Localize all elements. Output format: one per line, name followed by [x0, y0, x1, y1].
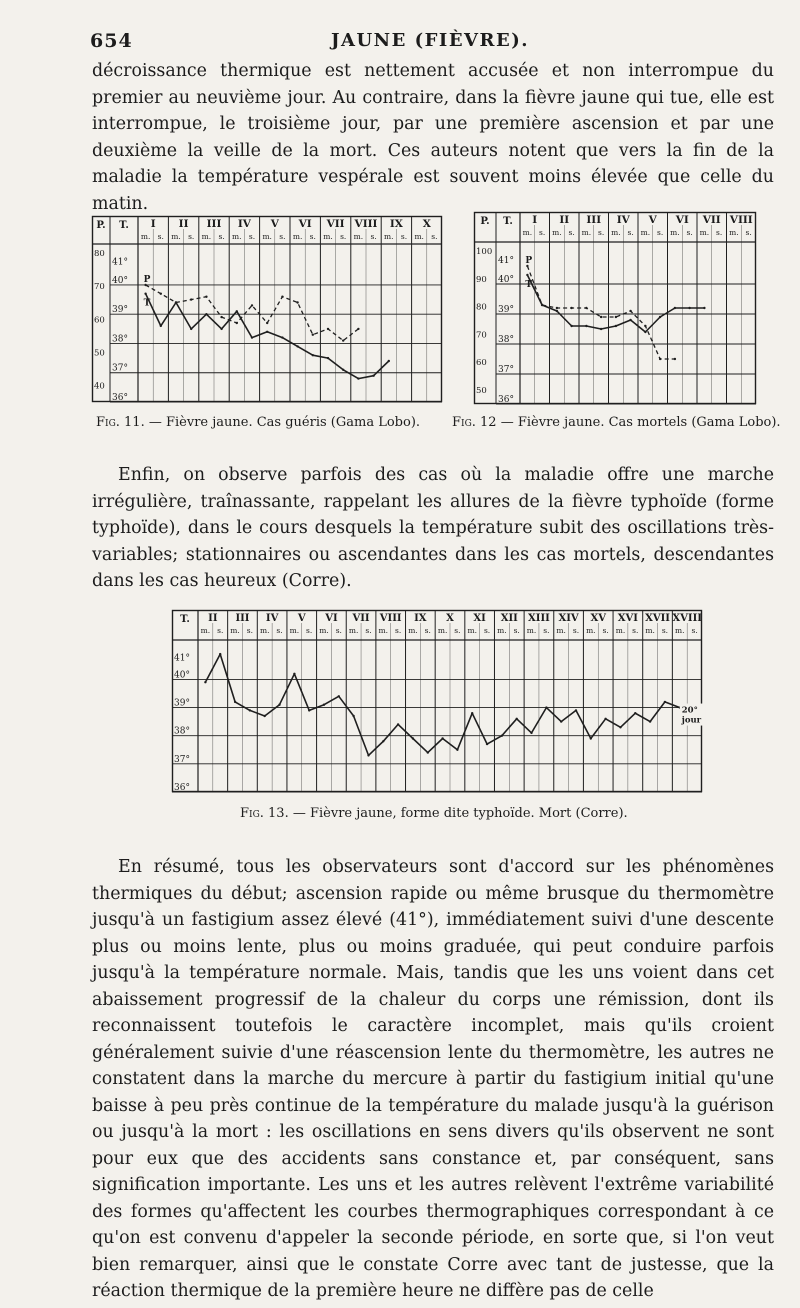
data-point-t	[427, 751, 429, 753]
data-point-p	[615, 316, 617, 318]
data-point-p	[629, 310, 631, 312]
period-label-evening: s.	[513, 626, 520, 635]
period-label-morning: m.	[526, 626, 537, 635]
period-label-morning: m.	[353, 232, 364, 241]
day-label: XII	[500, 613, 518, 624]
series-line-p	[143, 285, 359, 341]
data-point-t	[397, 723, 399, 725]
running-title: JAUNE (FIÈVRE).	[331, 30, 529, 51]
data-point-t	[264, 715, 266, 717]
period-label-morning: m.	[729, 228, 739, 237]
temp-tick-label: 37°	[112, 363, 128, 374]
data-point-t	[615, 325, 617, 327]
period-label-morning: m.	[232, 232, 242, 241]
pulse-tick-label: 70	[94, 282, 105, 293]
temp-header: T.	[503, 216, 513, 227]
period-label-morning: m.	[348, 626, 359, 635]
figure-12	[474, 212, 756, 404]
day-label: V	[270, 218, 279, 230]
day-label: V	[648, 214, 657, 226]
data-point-t	[352, 715, 354, 717]
period-label-evening: s.	[627, 228, 634, 237]
data-point-p	[327, 328, 329, 330]
period-label-morning: m.	[414, 232, 424, 241]
day-label: I	[532, 214, 538, 226]
series-point-label: T	[143, 298, 151, 309]
figure-12-chart	[474, 212, 756, 404]
series-point-label: P	[525, 256, 533, 266]
data-point-t	[456, 749, 458, 751]
data-point-t	[160, 325, 162, 327]
period-label-morning: m.	[201, 232, 212, 241]
period-label-evening: s.	[568, 228, 575, 237]
period-label-morning: m.	[467, 626, 477, 635]
day-label: XV	[590, 613, 607, 624]
data-point-p	[600, 316, 602, 318]
data-point-t	[649, 720, 651, 722]
data-point-t	[471, 712, 473, 714]
data-point-t	[278, 704, 280, 706]
temp-tick-label: 40°	[112, 275, 128, 286]
data-point-p	[644, 325, 646, 327]
data-point-p	[357, 328, 359, 330]
data-point-t	[293, 673, 295, 675]
data-point-t	[296, 345, 298, 347]
data-point-t	[342, 369, 344, 371]
period-label-morning: m.	[200, 626, 211, 635]
day-label: IV	[265, 613, 279, 624]
day-label: IX	[389, 218, 403, 230]
chart-frame	[475, 213, 756, 404]
figure-13-caption-text: — Fièvre jaune, forme dite typhoïde. Mort (Corre).	[292, 806, 628, 821]
period-label-evening: s.	[157, 232, 164, 241]
period-label-evening: s.	[431, 232, 438, 241]
day-label: II	[559, 214, 570, 226]
data-point-t	[249, 709, 251, 711]
temp-tick-label: 36°	[112, 393, 128, 403]
period-label-evening: s.	[691, 626, 698, 635]
period-label-morning: m.	[171, 232, 181, 241]
period-label-morning: m.	[675, 626, 685, 635]
day-label: VI	[298, 218, 312, 230]
figure-13-caption	[240, 806, 628, 821]
data-point-t	[205, 313, 207, 315]
data-point-p	[266, 322, 268, 324]
data-point-t	[590, 737, 592, 739]
period-label-evening: s.	[539, 228, 546, 237]
data-point-p	[205, 296, 207, 298]
data-point-p	[659, 358, 661, 360]
period-label-evening: s.	[572, 626, 580, 635]
day-label: XI	[473, 613, 486, 624]
data-point-t	[382, 740, 384, 742]
temp-tick-label: 41°	[498, 256, 514, 266]
day-label: IV	[616, 214, 630, 226]
data-point-t	[501, 735, 503, 737]
period-label-morning: m.	[552, 228, 562, 237]
day-label: III	[235, 613, 250, 624]
data-point-t	[644, 331, 646, 333]
figure-11-caption-text: — Fièvre jaune. Cas guéris (Gama Lobo).	[148, 415, 421, 430]
period-label-morning: m.	[289, 626, 300, 635]
annotation-line-2: jour	[681, 715, 702, 726]
data-point-p	[556, 307, 558, 309]
paragraph-intro: décroissance thermique est nettement accusée et non interrompue du premier au neuvième jour. Au contraire, dans la fièvre jaune qui tue, elle est interrompue, le troisième jour, par une première ascension et par une deuxième la veille de la mort. Ces auteurs notent que vers la fin de la maladie la température vespérale est souvent moins élevée que celle du matin.	[92, 61, 774, 214]
data-point-t	[560, 720, 562, 722]
temp-tick-label: 40°	[174, 670, 190, 681]
period-label-evening: s.	[335, 626, 342, 635]
period-label-morning: m.	[437, 626, 448, 635]
period-label-evening: s.	[543, 626, 550, 635]
data-point-p	[190, 298, 192, 300]
period-label-morning: m.	[611, 228, 621, 237]
day-label: VII	[326, 218, 345, 230]
annotation-line-1: 20°	[681, 705, 698, 716]
series-point-label: T	[525, 280, 533, 290]
data-point-t	[604, 718, 606, 720]
period-label-evening: s.	[370, 232, 377, 241]
pulse-tick-label: 70	[476, 330, 487, 341]
period-label-evening: s.	[598, 228, 605, 237]
data-point-p	[296, 301, 298, 303]
day-label: I	[150, 218, 156, 230]
temp-tick-label: 36°	[174, 783, 190, 793]
data-point-p	[236, 322, 238, 324]
temp-header: T.	[119, 220, 129, 231]
period-label-morning: m.	[581, 228, 592, 237]
data-point-t	[674, 307, 676, 309]
series-line-t	[143, 294, 389, 379]
data-point-t	[688, 307, 690, 309]
data-point-t	[308, 709, 310, 711]
period-label-evening: s.	[395, 626, 402, 635]
data-point-p	[251, 304, 253, 306]
period-label-morning: m.	[292, 232, 303, 241]
period-label-evening: s.	[745, 228, 752, 237]
period-label-evening: s.	[454, 626, 461, 635]
pulse-tick-label: 80	[94, 249, 105, 259]
data-point-t	[367, 754, 369, 756]
data-point-t	[486, 743, 488, 745]
period-label-evening: s.	[716, 228, 723, 237]
period-label-evening: s.	[279, 232, 286, 241]
data-point-t	[659, 316, 661, 318]
day-label: VII	[352, 613, 370, 624]
pulse-tick-label: 60	[94, 315, 105, 326]
data-point-p	[674, 358, 676, 360]
period-label-evening: s.	[686, 228, 693, 237]
day-label: VIII	[354, 218, 378, 230]
period-label-evening: s.	[188, 232, 195, 241]
temp-tick-label: 36°	[498, 395, 514, 405]
temp-tick-label: 38°	[112, 334, 128, 345]
day-label: III	[206, 218, 222, 230]
data-point-t	[190, 328, 192, 330]
data-point-t	[664, 701, 666, 703]
data-point-p	[342, 339, 344, 341]
data-point-t	[541, 304, 543, 306]
data-point-t	[323, 704, 325, 706]
figure-12-caption	[452, 415, 781, 430]
data-point-t	[281, 336, 283, 338]
day-label: IX	[414, 613, 427, 624]
temp-tick-label: 39°	[174, 698, 190, 709]
period-label-morning: m.	[378, 626, 389, 635]
period-label-morning: m.	[615, 626, 626, 635]
period-label-morning: m.	[556, 626, 566, 635]
period-label-morning: m.	[645, 626, 655, 635]
day-label: VIII	[379, 613, 402, 624]
data-point-p	[220, 316, 222, 318]
data-point-t	[175, 301, 177, 303]
day-label: VII	[702, 214, 721, 226]
period-label-morning: m.	[699, 228, 710, 237]
period-label-morning: m.	[259, 626, 270, 635]
data-point-t	[634, 712, 636, 714]
pulse-tick-label: 40	[94, 381, 105, 392]
figure-11	[92, 216, 442, 402]
pulse-header: P.	[480, 216, 490, 227]
data-point-t	[372, 375, 374, 377]
day-label: X	[422, 218, 431, 230]
chart-frame	[173, 611, 702, 792]
data-point-t	[327, 357, 329, 359]
temp-tick-label: 41°	[112, 257, 128, 268]
data-point-t	[585, 325, 587, 327]
period-label-evening: s.	[246, 626, 253, 635]
day-label: II	[178, 218, 189, 230]
period-label-evening: s.	[217, 626, 224, 635]
data-point-t	[575, 709, 577, 711]
temp-tick-label: 37°	[498, 365, 514, 375]
pulse-header: P.	[96, 220, 106, 231]
figure-13-label: Fig. 13.	[240, 806, 289, 821]
temp-tick-label: 39°	[112, 305, 128, 316]
data-point-p	[585, 307, 587, 309]
data-point-t	[600, 328, 602, 330]
data-point-t	[204, 681, 206, 683]
period-label-evening: s.	[400, 232, 408, 241]
data-point-t	[530, 732, 532, 734]
data-point-t	[312, 354, 314, 356]
period-label-evening: s.	[632, 626, 639, 635]
period-label-morning: m.	[319, 626, 329, 635]
temp-tick-label: 41°	[174, 653, 190, 664]
data-point-t	[526, 274, 528, 276]
period-label-morning: m.	[640, 228, 651, 237]
data-point-t	[441, 737, 443, 739]
figure-11-label: Fig. 11.	[96, 415, 145, 430]
period-label-evening: s.	[602, 626, 609, 635]
day-label: II	[208, 613, 218, 624]
data-point-p	[570, 307, 572, 309]
day-label: VI	[675, 214, 689, 226]
day-label: X	[446, 613, 454, 624]
data-point-t	[516, 718, 518, 720]
day-label: VI	[325, 613, 338, 624]
figure-11-caption	[96, 415, 420, 430]
day-label: IV	[237, 218, 251, 230]
temp-tick-label: 37°	[174, 754, 190, 765]
period-label-morning: m.	[140, 232, 151, 241]
temp-tick-label: 39°	[498, 305, 514, 315]
data-point-t	[338, 695, 340, 697]
series-line-t	[527, 275, 704, 332]
pulse-tick-label: 50	[476, 385, 487, 396]
data-point-p	[160, 293, 162, 295]
figure-13	[172, 610, 702, 792]
period-label-evening: s.	[661, 626, 669, 635]
period-label-evening: s.	[276, 626, 283, 635]
day-label: XVIII	[672, 613, 702, 624]
day-label: XVII	[645, 613, 670, 624]
day-label: XIII	[528, 613, 550, 624]
data-point-p	[312, 334, 314, 336]
data-point-t	[357, 377, 359, 379]
period-label-evening: s.	[365, 626, 372, 635]
pulse-tick-label: 100	[476, 247, 493, 257]
data-point-t	[388, 360, 390, 362]
figure-11-chart	[92, 216, 442, 402]
period-label-morning: m.	[586, 626, 596, 635]
data-point-t	[144, 293, 146, 295]
day-label: III	[586, 214, 602, 226]
paragraph-summary: En résumé, tous les observateurs sont d'accord sur les phénomènes thermiques du début; ascension rapide ou même brusque du thermomètre jusqu'à un fastigium assez élevé (41°), immédiatement suivi d'une descente plus ou moins lente, plus ou moins graduée, qui peut conduire parfois jusqu'à la température normale. Mais, tandis que les uns voient dans cet abaissement progressif de la chaleur du corps une rémission, dont ils reconnaissent toutefois le caractère incomplet, mais qu'ils croient généralement suivie d'une réascension lente du thermomètre, les autres ne constatent dans la marche du mercure à partir du fastigium initial qu'une baisse à peu près continue de la température du malade jusqu'à la guérison ou jusqu'à la mort : les oscillations en sens divers qu'ils observent ne sont pour eux que des accidents sans constance et, par conséquent, sans signification importante. Les uns et les autres relèvent l'extrême variabilité des formes qu'affectent les courbes thermographiques correspondant à ce qu'on est convenu d'appeler la seconde période, en sorte que, si l'on veut bien remarquer, ainsi que le constate Corre avec tant de justesse, que la réaction thermique de la première heure ne diffère pas de celle	[92, 857, 774, 1301]
data-point-p	[281, 296, 283, 298]
data-point-t	[703, 307, 705, 309]
period-label-morning: m.	[230, 626, 240, 635]
figure-13-chart	[172, 610, 702, 792]
day-label: V	[297, 613, 306, 624]
data-point-t	[556, 310, 558, 312]
period-label-morning: m.	[323, 232, 333, 241]
period-label-evening: s.	[340, 232, 347, 241]
data-point-t	[619, 726, 621, 728]
period-label-morning: m.	[384, 232, 394, 241]
pulse-tick-label: 50	[94, 348, 105, 359]
period-label-morning: m.	[670, 228, 680, 237]
period-label-evening: s.	[248, 232, 256, 241]
period-label-morning: m.	[262, 232, 272, 241]
data-point-t	[570, 325, 572, 327]
temp-tick-label: 38°	[498, 335, 514, 345]
period-label-morning: m.	[522, 228, 533, 237]
pulse-tick-label: 80	[476, 302, 487, 313]
data-point-t	[251, 336, 253, 338]
day-label: VIII	[729, 214, 753, 226]
pulse-tick-label: 90	[476, 274, 487, 285]
data-point-t	[629, 319, 631, 321]
page-number: 654	[90, 30, 133, 52]
series-point-label: P	[143, 274, 151, 285]
period-label-evening: s.	[424, 626, 431, 635]
data-point-t	[266, 331, 268, 333]
pulse-tick-label: 60	[476, 358, 487, 369]
period-label-evening: s.	[309, 232, 316, 241]
period-label-morning: m.	[497, 626, 507, 635]
data-point-t	[234, 701, 236, 703]
temp-header: T.	[180, 614, 190, 625]
period-label-morning: m.	[408, 626, 418, 635]
data-point-t	[545, 706, 547, 708]
period-label-evening: s.	[218, 232, 225, 241]
data-point-t	[236, 310, 238, 312]
day-label: XVI	[617, 613, 638, 624]
period-label-evening: s.	[306, 626, 313, 635]
period-label-evening: s.	[483, 626, 491, 635]
page-header	[90, 30, 770, 54]
temp-tick-label: 40°	[498, 275, 514, 285]
temp-tick-label: 38°	[174, 726, 190, 737]
series-line-t	[205, 654, 679, 755]
figure-12-caption-text: — Fièvre jaune. Cas mortels (Gama Lobo).	[500, 415, 781, 430]
data-point-t	[220, 328, 222, 330]
day-label: XIV	[558, 613, 579, 624]
figure-12-label: Fig. 12	[452, 415, 497, 430]
data-point-t	[219, 653, 221, 655]
paragraph-typhoid-form: Enfin, on observe parfois des cas où la maladie offre une marche irrégulière, traînassante, rappelant les allures de la fièvre typhoïde (forme typhoïde), dans le cours desquels la température subit des oscillations très-variables; stationnaires ou ascendantes dans les cas mortels, descendantes dans les cas heureux (Corre).	[92, 465, 774, 591]
period-label-evening: s.	[657, 228, 664, 237]
data-point-t	[412, 737, 414, 739]
